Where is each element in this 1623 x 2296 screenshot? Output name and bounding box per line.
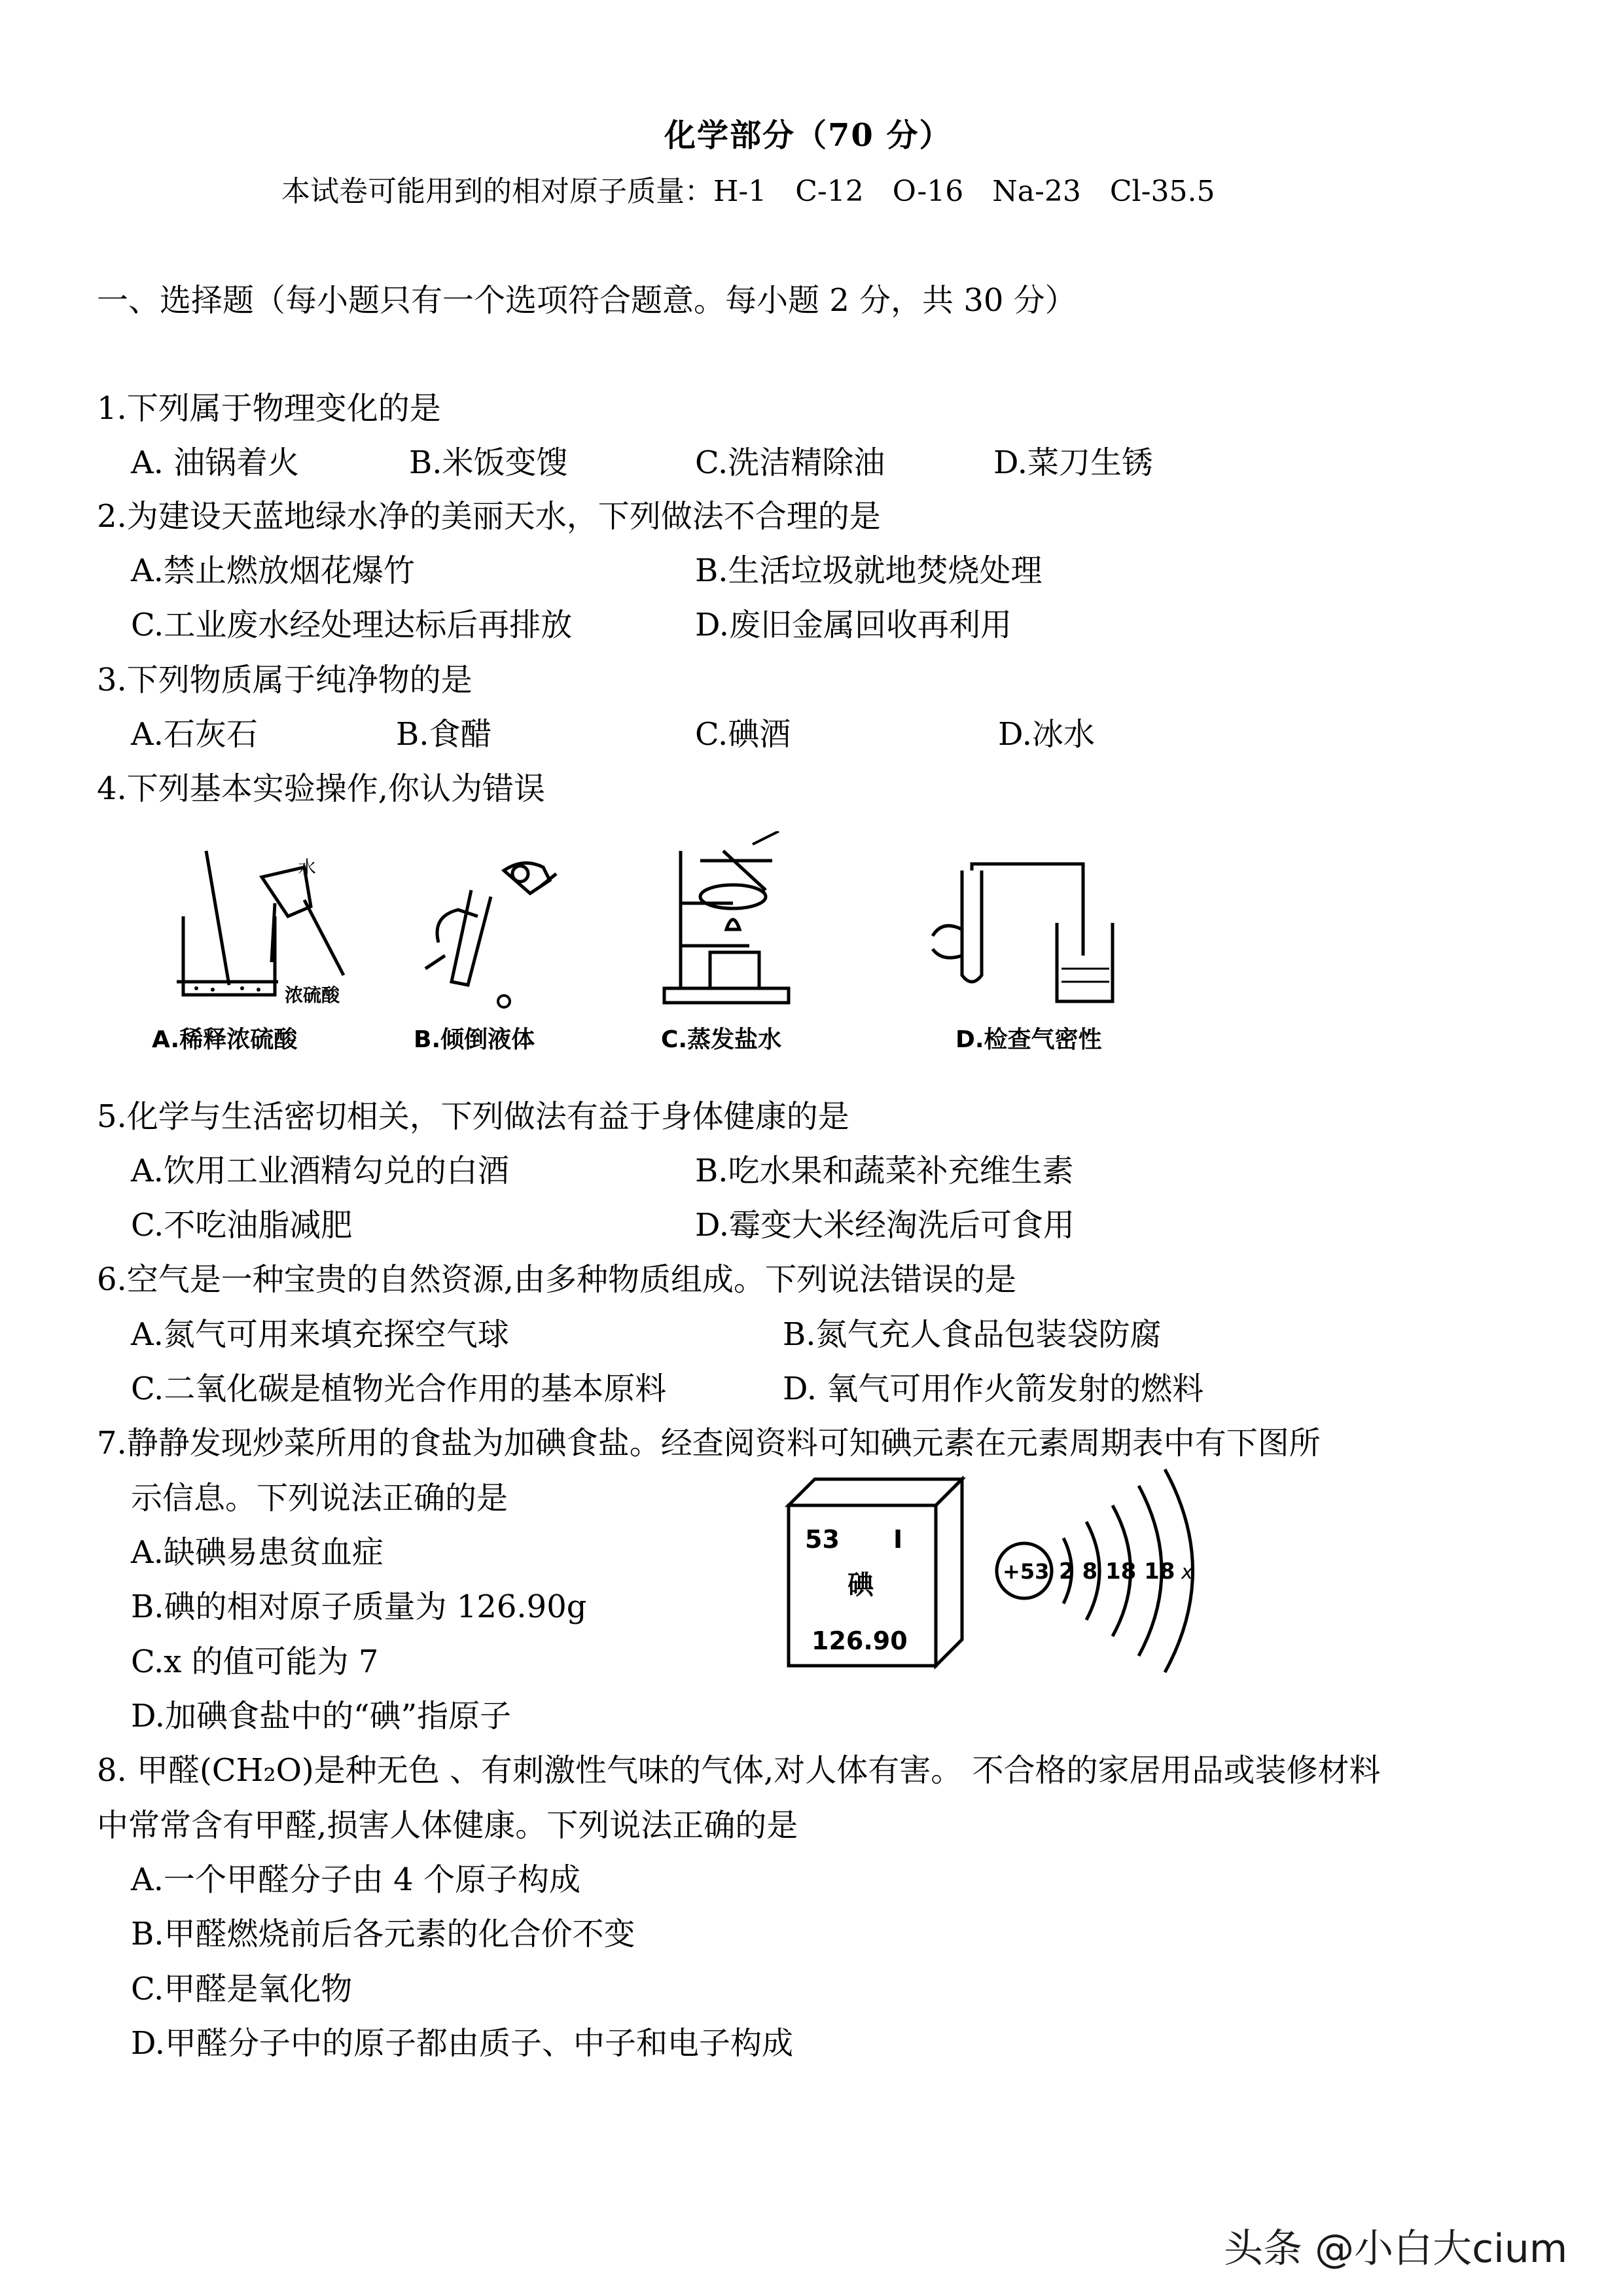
- q7-option-d: D.加碘食盐中的“碘”指原子: [131, 1698, 512, 1734]
- q2-option-d: D.废旧金属回收再利用: [695, 607, 1012, 643]
- q6-option-c: C.二氧化碳是植物光合作用的基本原料: [131, 1371, 667, 1407]
- q8-option-a: A.一个甲醛分子由 4 个原子构成: [131, 1861, 580, 1898]
- question-8-stem: 8. 甲醛(CH₂O)是种无色 、有刺激性气味的气体,对人体有害。 不合格的家居用品或装修材料: [97, 1752, 1381, 1789]
- question-8-stem-cont: 中常常含有甲醛,损害人体健康。下列说法正确的是: [97, 1807, 798, 1844]
- q6-option-a: A.氮气可用来填充探空气球: [131, 1316, 509, 1353]
- q1-option-b: B.米饭变馊: [409, 444, 568, 481]
- q1-option-c: C.洗洁精除油: [695, 444, 885, 481]
- caption-b: B.倾倒液体: [414, 1026, 535, 1053]
- q8-option-d: D.甲醛分子中的原子都由质子、中子和电子构成: [131, 2025, 794, 2062]
- element-name: 碘: [847, 1570, 874, 1600]
- page-title: 化学部分（70 分）: [664, 117, 952, 154]
- q3-option-c: C.碘酒: [695, 716, 791, 753]
- atom-structure-diagram: [982, 1460, 1230, 1682]
- nucleus-charge: +53: [1003, 1559, 1050, 1584]
- caption-c: C.蒸发盐水: [661, 1026, 782, 1053]
- q2-option-a: A.禁止燃放烟花爆竹: [131, 552, 415, 589]
- water-label: 水: [298, 857, 317, 878]
- question-3-stem: 3.下列物质属于纯净物的是: [97, 662, 473, 698]
- atomic-mass: 126.90: [812, 1626, 908, 1655]
- figure-evaporate: [654, 831, 812, 1014]
- question-4-stem: 4.下列基本实验操作,你认为错误: [97, 770, 546, 807]
- q2-option-b: B.生活垃圾就地焚烧处理: [695, 552, 1043, 589]
- outer-shell-x: x: [1181, 1561, 1193, 1584]
- question-5-stem: 5.化学与生活密切相关，下列做法有益于身体健康的是: [97, 1098, 849, 1135]
- q7-option-c: C.x 的值可能为 7: [131, 1643, 379, 1680]
- q8-option-c: C.甲醛是氧化物: [131, 1971, 353, 2007]
- q3-option-d: D.冰水: [998, 716, 1096, 753]
- atomic-number: 53: [805, 1525, 840, 1554]
- element-symbol: I: [893, 1525, 903, 1554]
- question-1-stem: 1.下列属于物理变化的是: [97, 390, 441, 427]
- question-2-stem: 2.为建设天蓝地绿水净的美丽天水，下列做法不合理的是: [97, 498, 881, 535]
- q5-option-a: A.饮用工业酒精勾兑的白酒: [131, 1153, 509, 1189]
- q5-option-b: B.吃水果和蔬菜补充维生素: [695, 1153, 1074, 1189]
- q7-option-a: A.缺碘易患贫血症: [131, 1534, 383, 1571]
- figure-airtight-check: [916, 857, 1126, 1014]
- q6-option-b: B.氮气充人食品包装袋防腐: [783, 1316, 1162, 1353]
- figure-dilute-acid: [151, 838, 386, 1014]
- q5-option-c: C.不吃油脂减肥: [131, 1207, 353, 1244]
- q7-option-b: B.碘的相对原子质量为 126.90g: [131, 1588, 587, 1625]
- q2-option-c: C.工业废水经处理达标后再排放: [131, 607, 573, 643]
- caption-a: A.稀释浓硫酸: [152, 1026, 298, 1053]
- q6-option-d: D. 氧气可用作火箭发射的燃料: [783, 1371, 1204, 1407]
- q5-option-d: D.霉变大米经淘洗后可食用: [695, 1207, 1075, 1244]
- question-7-stem: 7.静静发现炒菜所用的食盐为加碘食盐。经查阅资料可知碘元素在元素周期表中有下图所: [97, 1425, 1321, 1462]
- atomic-mass-line: 本试卷可能用到的相对原子质量：H-1 C-12 O-16 Na-23 Cl-35.5: [281, 175, 1215, 208]
- question-6-stem: 6.空气是一种宝贵的自然资源,由多种物质组成。下列说法错误的是: [97, 1261, 1017, 1298]
- q3-option-a: A.石灰石: [131, 716, 258, 753]
- acid-label: 浓硫酸: [285, 984, 340, 1006]
- question-7-stem-cont: 示信息。下列说法正确的是: [131, 1480, 508, 1516]
- q3-option-b: B.食醋: [396, 716, 492, 753]
- section-heading: 一、选择题（每小题只有一个选项符合题意。每小题 2 分，共 30 分）: [97, 282, 1077, 319]
- element-card-iodine: [779, 1476, 975, 1672]
- q1-option-d: D.菜刀生锈: [993, 444, 1154, 481]
- caption-d: D.检查气密性: [955, 1026, 1102, 1053]
- electron-shells: 2 8 18 18: [1059, 1558, 1175, 1585]
- watermark: 头条 @小白大cium: [1224, 2226, 1568, 2272]
- figure-pour-liquid: [406, 844, 576, 1014]
- q8-option-b: B.甲醛燃烧前后各元素的化合价不变: [131, 1916, 635, 1952]
- q1-option-a: A. 油锅着火: [131, 444, 300, 481]
